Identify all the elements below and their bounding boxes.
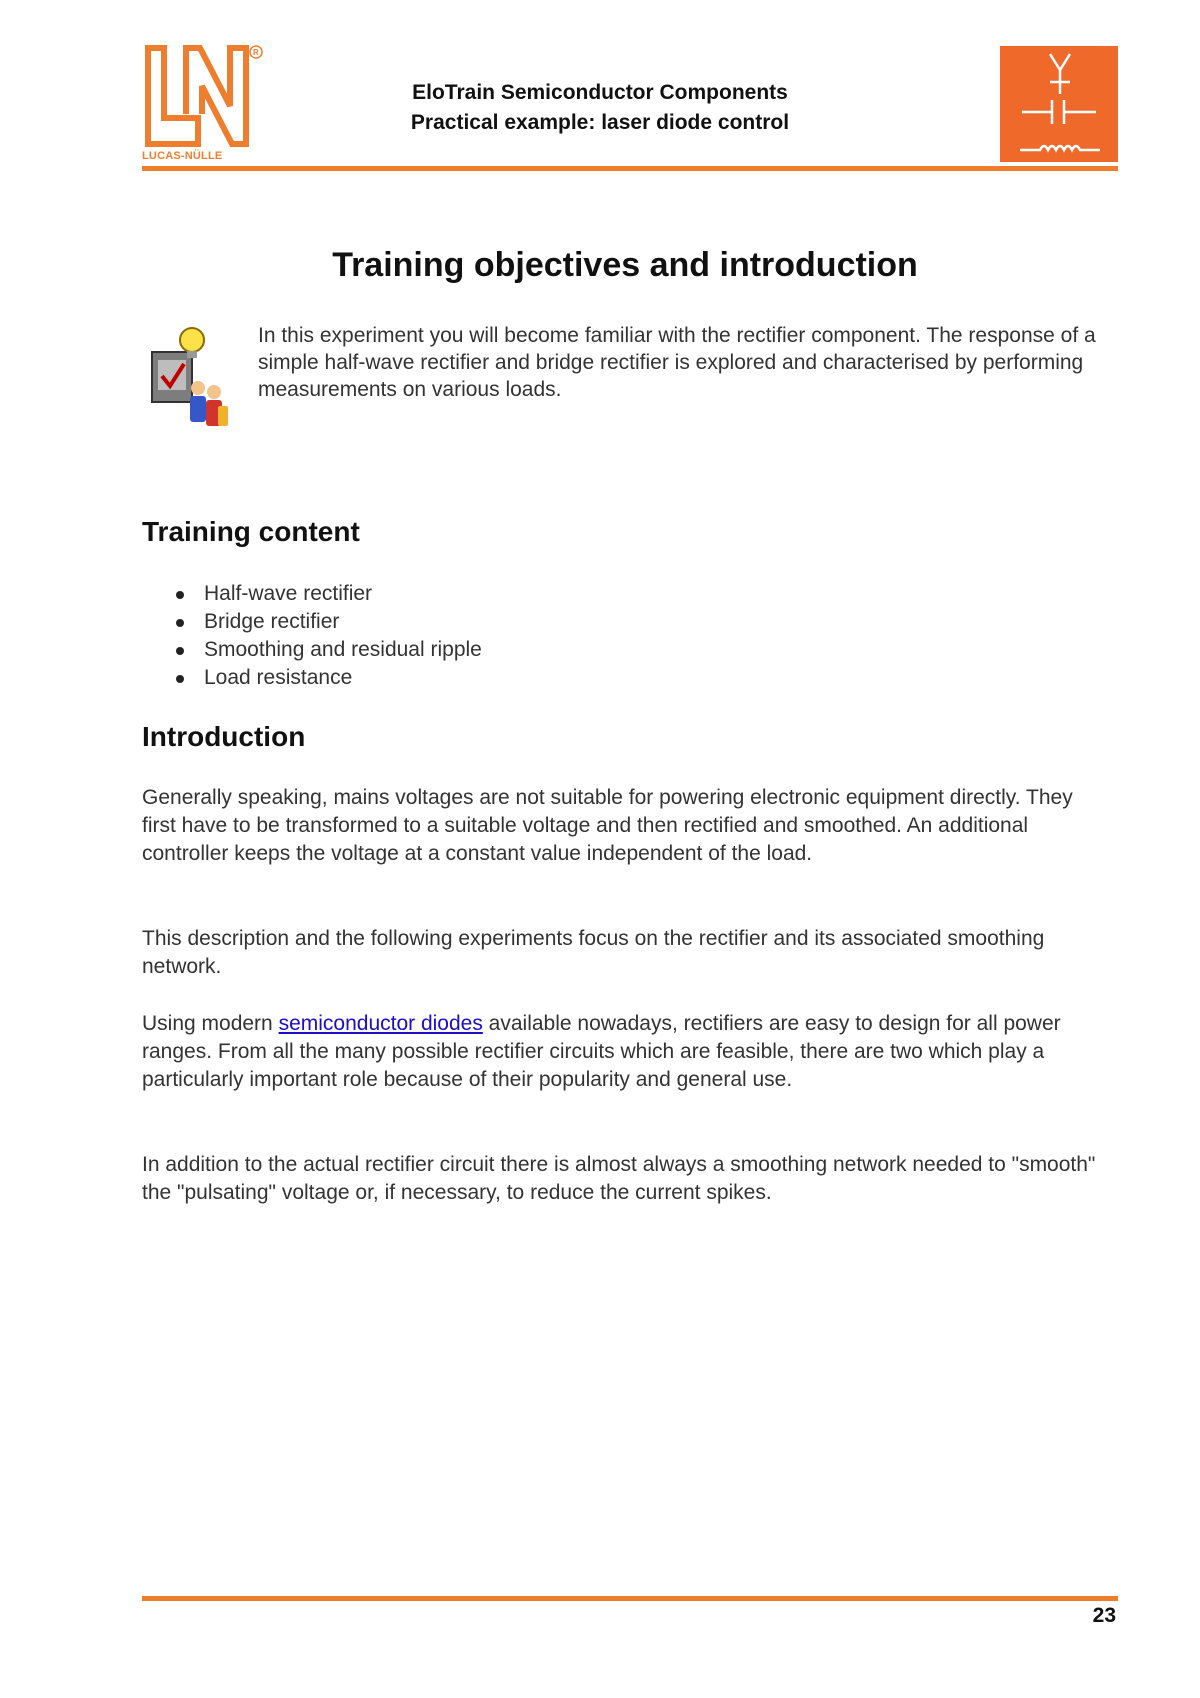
semiconductor-diodes-link[interactable]: semiconductor diodes bbox=[278, 1012, 483, 1035]
training-objectives-icon bbox=[146, 322, 236, 430]
intro-paragraph-3-end: available nowadays, rectifiers are easy to design for all power ranges. From all the many possible rectifier circuits which are feasible, there are two which play a particularly important role because of their popularity and general use. bbox=[142, 1012, 1061, 1091]
intro-paragraph-2: This description and the following experiments focus on the rectifier and its associated smoothing network. bbox=[142, 927, 1045, 978]
intro-paragraph-3 bbox=[142, 1010, 1108, 1094]
list-item: Half-wave rectifier bbox=[174, 580, 482, 608]
intro-paragraph-1: Generally speaking, mains voltages are not suitable for powering electronic equipment directly. They first have to be transformed to a suitable voltage and then rectified and smoothed. An additional controller keeps the voltage at a constant value independent of the load. bbox=[142, 786, 1073, 865]
ln-logo-icon bbox=[142, 44, 264, 154]
introduction-heading: Introduction bbox=[142, 721, 306, 752]
page-number: 23 bbox=[1092, 1604, 1116, 1627]
list-item: Load resistance bbox=[174, 664, 482, 692]
page-title: Training objectives and introduction bbox=[332, 246, 918, 284]
circuit-symbols-icon bbox=[1000, 46, 1118, 162]
list-item: Bridge rectifier bbox=[174, 608, 482, 636]
intro-paragraph-4: In addition to the actual rectifier circuit there is almost always a smoothing network needed to "smooth" the "pulsating" voltage or, if necessary, to reduce the current spikes. bbox=[142, 1153, 1096, 1204]
training-content-list bbox=[174, 580, 482, 692]
logo-caption: LUCAS-NÜLLE bbox=[142, 150, 223, 162]
header-title-line1: EloTrain Semiconductor Components bbox=[412, 81, 788, 104]
list-item: Smoothing and residual ripple bbox=[174, 636, 482, 664]
intro-paragraph-3-start: Using modern bbox=[142, 1012, 279, 1035]
objectives-text: In this experiment you will become familiar with the rectifier component. The response of a simple half-wave rectifier and bridge rectifier is explored and characterised by performing measurements on various loads. bbox=[258, 324, 1096, 401]
header-rule bbox=[142, 166, 1118, 171]
header-titles bbox=[360, 78, 840, 138]
svg-text:R: R bbox=[253, 48, 259, 57]
circuit-symbols-emblem bbox=[1000, 46, 1118, 162]
footer-rule bbox=[142, 1596, 1118, 1601]
training-content-heading: Training content bbox=[142, 516, 360, 547]
header-title-line2: Practical example: laser diode control bbox=[410, 111, 790, 134]
